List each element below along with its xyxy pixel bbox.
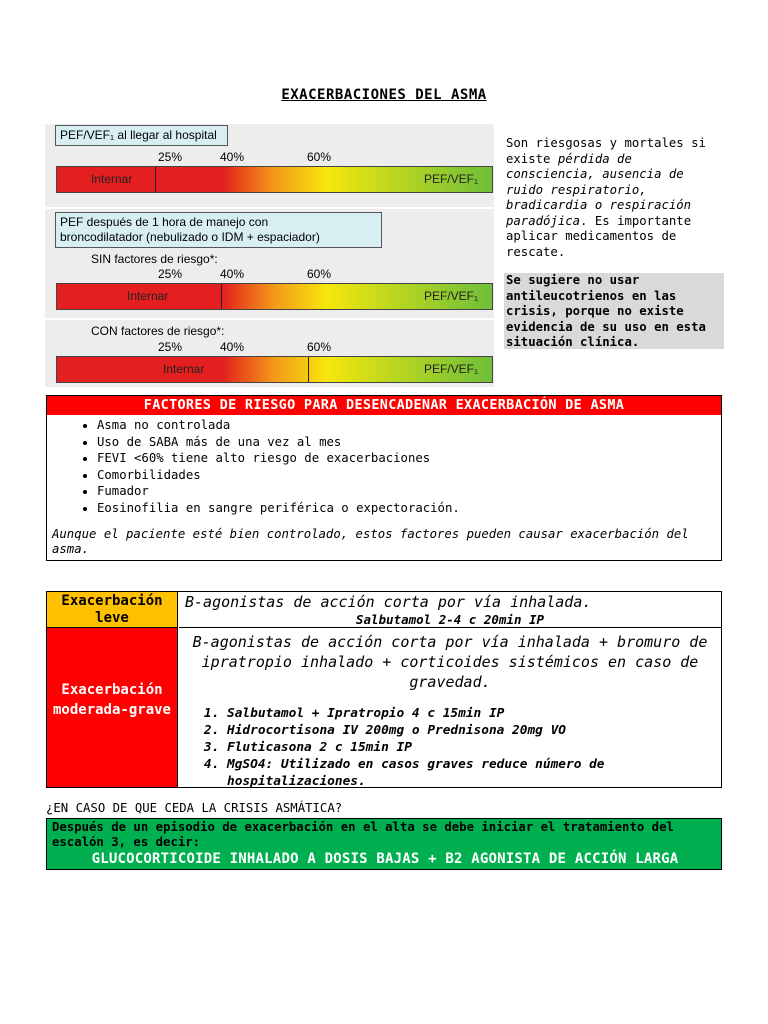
pct-60-label: 60% [307, 340, 332, 354]
pct-60-label: 60% [307, 267, 332, 281]
sin-factores-label: SIN factores de riesgo*: [91, 252, 218, 266]
pct-60-label: 60% [307, 150, 332, 164]
list-item: 1. Salbutamol + Ipratropio 4 c 15min IP [227, 705, 699, 722]
pef-figure [45, 124, 494, 387]
con-factores-label: CON factores de riesgo*: [91, 324, 225, 338]
cutoff-marker [308, 357, 309, 382]
moderate-exacerbation-cell: Exacerbación moderada-grave [47, 628, 178, 787]
cutoff-marker [155, 167, 156, 192]
list-item: • Fumador [97, 483, 721, 500]
mild-exacerbation-cell: Exacerbación leve [47, 592, 178, 628]
divider [45, 318, 494, 320]
severity-description [506, 136, 721, 260]
list-item: • Uso de SABA más de una vez al mes [97, 434, 721, 451]
after-hour-label-line2: broncodilatador (nebulizado o IDM + espaciador) [60, 230, 320, 244]
bar-internar-label: Internar [127, 289, 169, 303]
treatment-table [46, 591, 722, 788]
list-item: • Comorbilidades [97, 467, 721, 484]
severity-text-c: . Es importante aplicar medicamentos de rescate. [506, 213, 692, 259]
risk-factors-note: Aunque el paciente esté bien controlado, estos factores pueden causar exacerbación del asma. [52, 526, 689, 557]
divider [45, 207, 494, 209]
pef-bar-con-factores [56, 356, 493, 383]
after-hour-label-box [55, 212, 382, 248]
cutoff-marker [221, 284, 222, 309]
bar-pef-label: PEF/VEF₁ [423, 289, 478, 303]
pct-40-label: 40% [220, 150, 245, 164]
maintenance-box [46, 818, 722, 870]
maintenance-text: Después de un episodio de exacerbación en el alta se debe iniciar el tratamiento del escalón 3, es decir: [52, 820, 674, 849]
list-item: 4. MgSO4: Utilizado en casos graves reduce número de hospitalizaciones. [227, 756, 699, 790]
after-crisis-question: ¿EN CASO DE QUE CEDA LA CRISIS ASMÁTICA? [46, 801, 343, 815]
antileucotrienos-note: Se sugiere no usar antileucotrienos en las crisis, porque no existe evidencia de su uso en esta situación clínica. [504, 273, 724, 349]
mild-treatment-dose: Salbutamol 2-4 c 20min IP [355, 612, 545, 627]
moderate-treatment-text: B-agonistas de acción corta por vía inhalada + bromuro de ipratropio inhalado + corticoides sistémicos en caso de gravedad. [192, 633, 708, 691]
pef-bar-arrival [56, 166, 493, 193]
list-item: • Asma no controlada [97, 417, 721, 434]
arrival-label-box [55, 125, 228, 146]
moderate-treatment-cell [179, 628, 721, 787]
risk-factors-header: FACTORES DE RIESGO PARA DESENCADENAR EXACERBACIÓN DE ASMA [47, 396, 721, 415]
after-hour-label-line1: PEF después de 1 hora de manejo con [60, 215, 269, 229]
list-item: 2. Hidrocortisona IV 200mg o Prednisona 20mg VO [227, 722, 699, 739]
maintenance-regimen: GLUCOCORTICOIDE INHALADO A DOSIS BAJAS + B2 AGONISTA DE ACCIÓN LARGA [91, 851, 679, 867]
pct-25-label: 25% [158, 340, 183, 354]
list-item: • Eosinofilia en sangre periférica o expectoración. [97, 500, 721, 517]
moderate-treatment-list [179, 705, 699, 790]
severity-text-a: Son riesgosas y mortales si existe [506, 136, 706, 166]
bar-internar-label: Internar [163, 362, 205, 376]
list-item: • FEVI <60% tiene alto riesgo de exacerbaciones [97, 450, 721, 467]
bar-pef-label: PEF/VEF₁ [423, 362, 478, 376]
page-title: EXACERBACIONES DEL ASMA [281, 87, 487, 103]
pef-bar-sin-factores [56, 283, 493, 310]
pct-40-label: 40% [220, 267, 245, 281]
bar-internar-label: Internar [91, 172, 133, 186]
risk-factors-box [46, 395, 722, 561]
severity-text-signs: pérdida de consciencia, ausencia de ruido respiratorio, bradicardia o respiración paradójica [506, 151, 692, 228]
bar-pef-label: PEF/VEF₁ [423, 172, 478, 186]
mild-treatment-text: B-agonistas de acción corta por vía inhalada. [185, 593, 592, 611]
pct-25-label: 25% [158, 267, 183, 281]
pct-40-label: 40% [220, 340, 245, 354]
mild-treatment-cell [179, 592, 721, 628]
arrival-label: PEF/VEF₁ al llegar al hospital [60, 128, 217, 142]
pct-25-label: 25% [158, 150, 183, 164]
list-item: 3. Fluticasona 2 c 15min IP [227, 739, 699, 756]
risk-factors-list [47, 417, 721, 517]
